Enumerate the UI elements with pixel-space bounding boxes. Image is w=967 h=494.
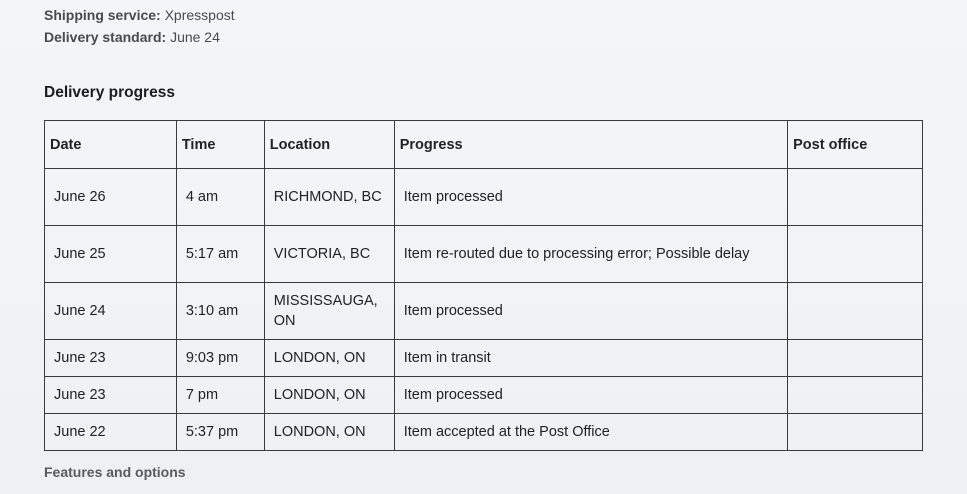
cell-time: 4 am [176, 169, 264, 226]
cell-location: LONDON, ON [264, 414, 394, 451]
table-row [45, 340, 923, 377]
cell-time: 7 pm [176, 377, 264, 414]
header-location: Location [264, 121, 394, 169]
cell-location: LONDON, ON [264, 377, 394, 414]
header-time: Time [176, 121, 264, 169]
cell-date: June 26 [45, 169, 177, 226]
cell-progress: Item in transit [394, 340, 787, 377]
cell-time: 5:37 pm [176, 414, 264, 451]
table-row [45, 377, 923, 414]
header-date: Date [45, 121, 177, 169]
cell-progress: Item re-routed due to processing error; Possible delay [394, 226, 787, 283]
cell-post-office [788, 283, 923, 340]
cell-post-office [788, 340, 923, 377]
cell-post-office [788, 169, 923, 226]
delivery-standard-value: June 24 [170, 29, 220, 45]
cell-date: June 22 [45, 414, 177, 451]
delivery-progress-table [44, 120, 923, 451]
cell-date: June 23 [45, 377, 177, 414]
table-row [45, 414, 923, 451]
cell-location: RICHMOND, BC [264, 169, 394, 226]
shipping-info [44, 4, 235, 48]
cell-progress: Item processed [394, 377, 787, 414]
cell-time: 3:10 am [176, 283, 264, 340]
cell-location: VICTORIA, BC [264, 226, 394, 283]
cell-post-office [788, 226, 923, 283]
cell-progress: Item processed [394, 169, 787, 226]
table-header-row [45, 121, 923, 169]
cell-date: June 24 [45, 283, 177, 340]
cell-progress: Item processed [394, 283, 787, 340]
cell-date: June 25 [45, 226, 177, 283]
table-row [45, 226, 923, 283]
cell-progress: Item accepted at the Post Office [394, 414, 787, 451]
cell-time: 5:17 am [176, 226, 264, 283]
header-post-office: Post office [788, 121, 923, 169]
delivery-standard-line [44, 26, 235, 48]
shipping-service-value: Xpresspost [164, 7, 235, 23]
shipping-service-line [44, 4, 235, 26]
table-row [45, 169, 923, 226]
features-and-options-heading: Features and options [44, 464, 186, 480]
cell-post-office [788, 414, 923, 451]
shipping-service-label: Shipping service: [44, 7, 161, 23]
header-progress: Progress [394, 121, 787, 169]
delivery-standard-label: Delivery standard: [44, 29, 167, 45]
cell-date: June 23 [45, 340, 177, 377]
delivery-progress-heading: Delivery progress [44, 84, 175, 101]
cell-time: 9:03 pm [176, 340, 264, 377]
cell-location: LONDON, ON [264, 340, 394, 377]
table-row [45, 283, 923, 340]
cell-post-office [788, 377, 923, 414]
cell-location: MISSISSAUGA, ON [264, 283, 394, 340]
